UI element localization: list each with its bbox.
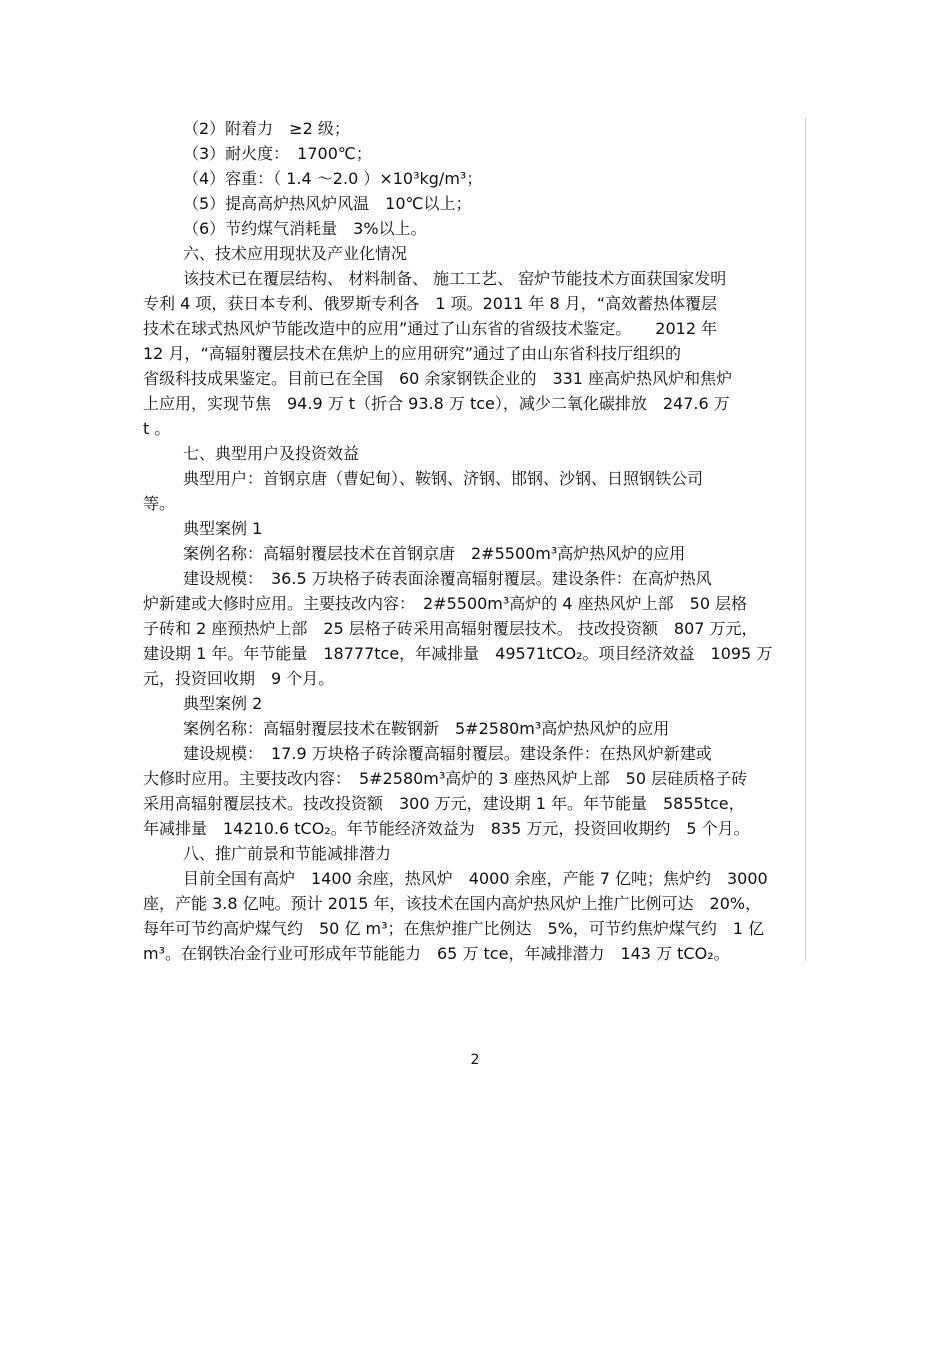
text-line: （3）耐火度： 1700℃； — [183, 144, 372, 163]
text-line: 七、典型用户及投资效益 — [183, 444, 360, 463]
text-line: 技术在球式热风炉节能改造中的应用”通过了山东省的省级技术鉴定。 2012 年 — [143, 319, 718, 338]
text-line: 目前全国有高炉 1400 余座，热风炉 4000 余座，产能 7 亿吨；焦炉约 3000 — [183, 869, 768, 888]
text-line: 典型案例 2 — [183, 694, 263, 713]
text-line: 等。 — [143, 494, 176, 513]
text-line: 案例名称：高辐射覆层技术在鞍钢新 5#2580m³高炉热风炉的应用 — [183, 719, 670, 738]
text-line: 该技术已在覆层结构、 材料制备、 施工工艺、 窑炉节能技术方面获国家发明 — [183, 269, 727, 288]
text-line: 12 月，“高辐射覆层技术在焦炉上的应用研究”通过了由山东省科技厅组织的 — [143, 344, 682, 363]
text-line: （4）容重：（ 1.4 ～2.0 ）×10³kg/m³； — [183, 169, 483, 188]
text-line: 子砖和 2 座预热炉上部 25 层格子砖采用高辐射覆层技术。 技改投资额 807 万元， — [143, 619, 758, 638]
text-line: 年减排量 14210.6 tCO₂。年节能经济效益为 835 万元，投资回收期约 5 个月。 — [143, 819, 750, 838]
text-line: 座，产能 3.8 亿吨。预计 2015 年，该技术在国内高炉热风炉上推广比例可达 20%， — [143, 894, 762, 913]
text-line: 采用高辐射覆层技术。技改投资额 300 万元，建设期 1 年。年节能量 5855tce， — [143, 794, 745, 813]
text-line: 六、技术应用现状及产业化情况 — [183, 244, 408, 263]
text-line: （6）节约煤气消耗量 3%以上。 — [183, 219, 427, 238]
text-line: 专利 4 项，获日本专利、俄罗斯专利各 1 项。2011 年 8 月，“高效蓄热体覆层 — [143, 294, 718, 313]
text-line: 炉新建或大修时应用。主要技改内容： 2#5500m³高炉的 4 座热风炉上部 50 层格 — [143, 594, 748, 613]
text-line: 元，投资回收期 9 个月。 — [143, 669, 335, 688]
body-text — [143, 116, 805, 966]
text-line: 典型案例 1 — [183, 519, 263, 538]
page-number: 2 — [470, 1052, 480, 1068]
text-line: 案例名称：高辐射覆层技术在首钢京唐 2#5500m³高炉热风炉的应用 — [183, 544, 686, 563]
text-line: 建设规模： 36.5 万块格子砖表面涂覆高辐射覆层。建设条件：在高炉热风 — [183, 569, 712, 588]
text-line: 建设期 1 年。年节能量 18777tce，年减排量 49571tCO₂。项目经济效益 1095 万 — [143, 644, 773, 663]
text-line: 八、推广前景和节能减排潜力 — [183, 844, 392, 863]
text-line: 建设规模： 17.9 万块格子砖涂覆高辐射覆层。建设条件：在热风炉新建或 — [183, 744, 712, 763]
text-line: 省级科技成果鉴定。目前已在全国 60 余家钢铁企业的 331 座高炉热风炉和焦炉 — [143, 369, 733, 388]
text-line: 典型用户：首钢京唐（曹妃甸）、鞍钢、济钢、邯钢、沙钢、日照钢铁公司 — [183, 469, 704, 488]
text-line: 上应用，实现节焦 94.9 万 t（折合 93.8 万 tce），减少二氧化碳排放 247.6 万 — [143, 394, 730, 413]
right-margin-rule — [805, 118, 806, 961]
text-line: （2）附着力 ≥2 级； — [183, 119, 350, 138]
text-line: 大修时应用。主要技改内容： 5#2580m³高炉的 3 座热风炉上部 50 层硅质格子砖 — [143, 769, 748, 788]
text-line: （5）提高高炉热风炉风温 10℃以上； — [183, 194, 472, 213]
text-line: 每年可节约高炉煤气约 50 亿 m³；在焦炉推广比例达 5%，可节约焦炉煤气约 1 亿 — [143, 919, 765, 938]
text-line: t 。 — [143, 419, 171, 438]
text-line: m³。在钢铁冶金行业可形成年节能能力 65 万 tce，年减排潜力 143 万 tCO₂。 — [143, 944, 730, 963]
